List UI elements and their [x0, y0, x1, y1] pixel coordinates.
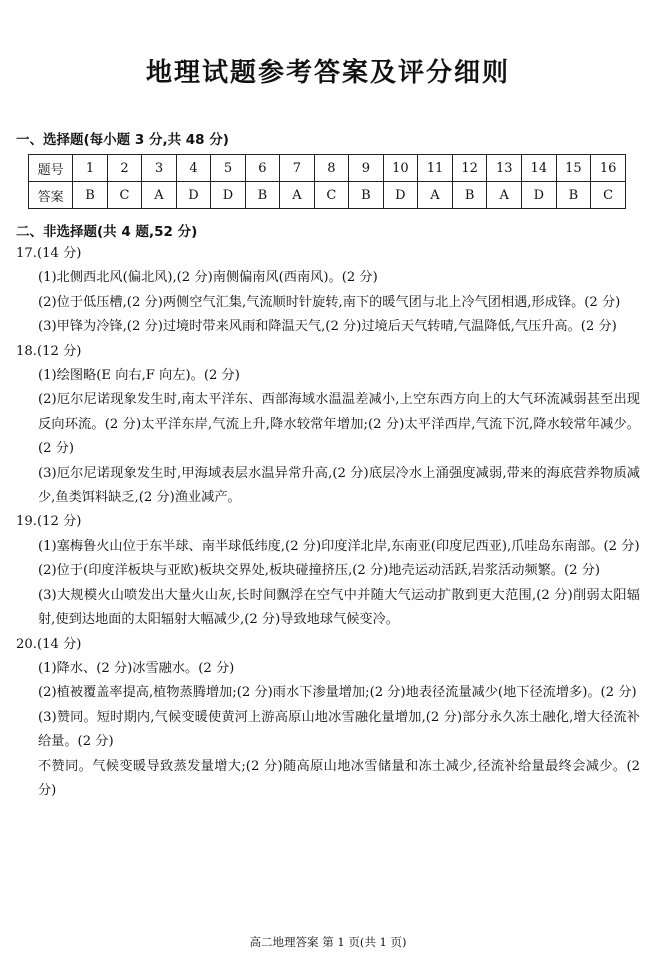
question-number: 14	[522, 155, 557, 182]
q18-answer-2: (2)厄尔尼诺现象发生时,南太平洋东、西部海域水温温差减小,上空东西方向上的大气环流减弱甚至出现反向环流。(2 分)太平洋东岸,气流上升,降水较常年增加;(2 分)太平洋西岸,气流下沉,降水较常年减少。(2 分)	[38, 392, 640, 457]
q20-answer-3: (3)赞同。短时期内,气候变暖使黄河上游高原山地冰雪融化量增加,(2 分)部分永久冻土融化,增大径流补给量。(2 分)	[38, 709, 640, 750]
q18-answer-3: (3)厄尔尼诺现象发生时,甲海域表层水温异常升高,(2 分)底层冷水上涌强度减弱,带来的海底营养物质减少,鱼类饵料缺乏,(2 分)渔业减产。	[38, 465, 640, 506]
question-19-header: 19.(12 分)	[16, 514, 82, 530]
answer-cell: D	[522, 182, 557, 209]
question-number: 4	[176, 155, 210, 182]
answer-row	[29, 182, 626, 209]
question-number: 10	[383, 155, 418, 182]
answer-cell: D	[383, 182, 418, 209]
row-label-answer: 答案	[29, 182, 73, 209]
answer-cell: B	[349, 182, 383, 209]
answer-cell: A	[418, 182, 453, 209]
question-number: 9	[349, 155, 383, 182]
q20-answer-2: (2)植被覆盖率提高,植物蒸腾增加;(2 分)雨水下渗量增加;(2 分)地表径流量减少(地下径流增多)。(2 分)	[38, 685, 637, 701]
q17-answer-2: (2)位于低压槽,(2 分)两侧空气汇集,气流顺时针旋转,南下的暖气团与北上冷气团相遇,形成锋。(2 分)	[38, 294, 621, 310]
question-number: 16	[591, 155, 626, 182]
answer-cell: B	[452, 182, 487, 209]
answer-cell: D	[211, 182, 245, 209]
question-number: 15	[556, 155, 591, 182]
question-18-header: 18.(12 分)	[16, 343, 82, 359]
q20-answer-1: (1)降水、(2 分)冰雪融水。(2 分)	[38, 660, 235, 676]
answer-cell: A	[280, 182, 314, 209]
answer-cell: C	[314, 182, 348, 209]
question-number: 6	[245, 155, 279, 182]
q17-answer-3: (3)甲锋为冷锋,(2 分)过境时带来风雨和降温天气,(2 分)过境后天气转晴,气温降低,气压升高。(2 分)	[38, 319, 617, 335]
row-label-number: 题号	[29, 155, 73, 182]
q18-answer-1: (1)绘图略(E 向右,F 向左)。(2 分)	[38, 368, 240, 384]
section-1-heading: 一、选择题(每小题 3 分,共 48 分)	[16, 132, 229, 148]
page-title: 地理试题参考答案及评分细则	[145, 58, 510, 88]
question-number: 1	[73, 155, 107, 182]
answer-cell: B	[245, 182, 279, 209]
answer-cell: B	[73, 182, 107, 209]
question-number: 13	[487, 155, 522, 182]
question-number: 8	[314, 155, 348, 182]
answer-cell: B	[556, 182, 591, 209]
q19-answer-2: (2)位于(印度洋板块与亚欧)板块交界处,板块碰撞挤压,(2 分)地壳运动活跃,岩浆活动频繁。(2 分)	[38, 563, 601, 579]
question-number: 2	[107, 155, 141, 182]
question-number: 3	[142, 155, 176, 182]
answer-cell: D	[176, 182, 210, 209]
answer-cell: C	[591, 182, 626, 209]
section-2-heading: 二、非选择题(共 4 题,52 分)	[16, 224, 198, 240]
non-choice-answers	[16, 242, 640, 803]
question-number-row	[29, 155, 626, 182]
q17-answer-1: (1)北侧西北风(偏北风),(2 分)南侧偏南风(西南风)。(2 分)	[38, 270, 378, 286]
page-footer: 高二地理答案 第 1 页(共 1 页)	[249, 935, 407, 949]
answer-cell: A	[487, 182, 522, 209]
q19-answer-1: (1)塞梅鲁火山位于东半球、南半球低纬度,(2 分)印度洋北岸,东南亚(印度尼西亚),爪哇岛东南部。(2 分)	[38, 538, 640, 554]
q20-answer-4: 不赞同。气候变暖导致蒸发量增大;(2 分)随高原山地冰雪储量和冻土减少,径流补给量最终会减少。(2 分)	[38, 758, 640, 798]
q19-answer-3: (3)大规模火山喷发出大量火山灰,长时间飘浮在空气中并随大气运动扩散到更大范围,(2 分)削弱太阳辐射,使到达地面的太阳辐射大幅减少,(2 分)导致地球气候变冷。	[38, 587, 640, 628]
answer-cell: C	[107, 182, 141, 209]
question-number: 12	[452, 155, 487, 182]
answer-cell: A	[142, 182, 176, 209]
question-number: 7	[280, 155, 314, 182]
question-17-header: 17.(14 分)	[16, 246, 82, 261]
answer-table	[28, 154, 626, 209]
question-number: 5	[211, 155, 245, 182]
question-number: 11	[418, 155, 453, 182]
question-20-header: 20.(14 分)	[16, 636, 82, 652]
